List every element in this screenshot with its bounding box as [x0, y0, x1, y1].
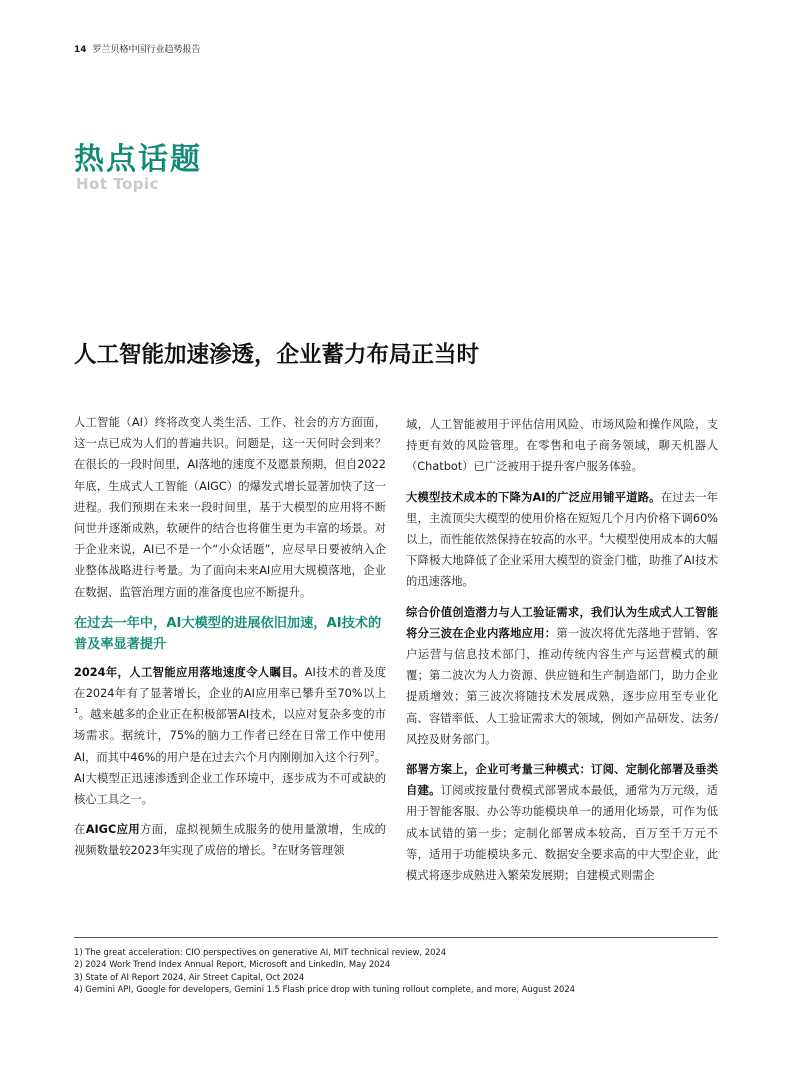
- paragraph-lead: 大模型技术成本的下降为AI的广泛应用铺平道路。: [406, 490, 661, 504]
- footnote-4: 4) Gemini API, Google for developers, Gemini 1.5 Flash price drop with tuning rollout complete, and more, August 2024: [74, 983, 575, 994]
- paragraph-deployment: 部署方案上，企业可考量三种模式：订阅、定制化部署及垂类自建。订阅或按量付费模式部署成本最低，通常为万元级，适用于智能客服、办公等功能模块单一的通用化场景，可作为低成本试错的第一步；定制化部署成本较高，百万至千万元不等，适用于功能模块多元、数据安全要求高的中大型企业，此模式将逐步成熟进入繁荣发展期；自建模式则需企: [406, 763, 718, 883]
- section-title: 热点话题: [74, 142, 202, 177]
- paragraph-lead: 综合价值创造潜力与人工验证需求，我们认为生成式人工智能将分三波在企业内落地应用：: [406, 605, 718, 640]
- page-number: 14: [74, 45, 87, 55]
- footnote-ref: 2: [370, 749, 375, 758]
- footnote-ref: 1: [74, 707, 79, 716]
- footnote-3: 3) State of AI Report 2024, Air Street Capital, Oct 2024: [74, 971, 305, 982]
- footnote-1: 1) The great acceleration: CIO perspectives on generative AI, MIT technical review, 2024: [74, 947, 447, 957]
- left-column: [74, 412, 386, 871]
- running-header: [74, 42, 201, 55]
- paragraph-waves: 综合价值创造潜力与人工验证需求，我们认为生成式人工智能将分三波在企业内落地应用：第一波次将优先落地于营销、客户运营与信息技术部门，推动传统内容生产与运营模式的颠覆；第二波次为人力资源、供应链和生产制造部门，助力企业提质增效；第三波次将随技术发展成熟，逐步应用至专业化高、容错率低、人工验证需求大的领域，例如产品研发、法务/风控及财务部门。: [406, 605, 718, 746]
- footnotes: [74, 946, 575, 995]
- footnote-divider: [74, 937, 718, 938]
- section-subheading: 在过去一年中，AI大模型的进展依旧加速，AI技术的普及率显著提升: [74, 615, 382, 652]
- footnote-ref: 4: [599, 532, 605, 541]
- paragraph-lead: 2024年，人工智能应用落地速度令人瞩目。: [74, 665, 305, 679]
- report-title: 罗兰贝格中国行业趋势报告: [92, 45, 201, 55]
- paragraph-adoption: 2024年，人工智能应用落地速度令人瞩目。AI技术的普及度在2024年有了显著增长，企业的AI应用率已攀升至70%以上$^1$。越来越多的企业正在积极部署AI技术，以应对复杂多变的市场需求。据统计，75%的脑力工作者已经在日常工作中使用AI，而其中46%的用户是在过去六个月内刚刚加入这个行列$^2$。AI大模型正迅速渗透到企业工作环境中，逐步成为不可或缺的核心工具之一。: [74, 665, 386, 807]
- footnote-2: 2) 2024 Work Trend Index Annual Report, Microsoft and LinkedIn, May 2024: [74, 959, 391, 970]
- paragraph-lead: 部署方案上，企业可考量三种模式：订阅、定制化部署及垂类自建。: [406, 763, 718, 798]
- right-column: [406, 414, 718, 895]
- paragraph-aigc: 在AIGC应用方面，虚拟视频生成服务的使用量激增，生成的视频数量较2023年实现了成倍的增长。$^3$在财务管理领: [74, 823, 386, 858]
- paragraph-cost: 大模型技术成本的下降为AI的广泛应用铺平道路。在过去一年里，主流顶尖大模型的使用价格在短短几个月内价格下调60%以上，而性能依然保持在较高的水平。$^4$大模型使用成本的大幅下降极大地降低了企业采用大模型的资金门槛，助推了AI技术的迅速落地。: [406, 490, 718, 589]
- intro-paragraph: 人工智能（AI）终将改变人类生活、工作、社会的方方面面，这一点已成为人们的普遍共识。问题是，这一天何时会到来？在很长的一段时间里，AI落地的速度不及愿景预期，但自2022年底，生成式人工智能（AIGC）的爆发式增长显著加快了这一进程。我们预期在未来一段时间里，基于大模型的应用将不断问世并逐渐成熟，软硬件的结合也将催生更为丰富的场景。对于企业来说，AI已不是一个“小众话题”，应尽早日要被纳入企业整体战略进行考量。为了面向未来AI应用大规模落地，企业在数据、监管治理方面的准备度也应不断提升。: [74, 416, 386, 599]
- footnote-ref: 3: [272, 843, 277, 852]
- article-headline: 人工智能加速渗透，企业蓄力布局正当时: [74, 342, 480, 368]
- section-subtitle: Hot Topic: [76, 175, 160, 193]
- paragraph-finance: 域，人工智能被用于评估信用风险、市场风险和操作风险，支持更有效的风险管理。在零售和电子商务领域，聊天机器人（Chatbot）已广泛被用于提升客户服务体验。: [406, 418, 718, 474]
